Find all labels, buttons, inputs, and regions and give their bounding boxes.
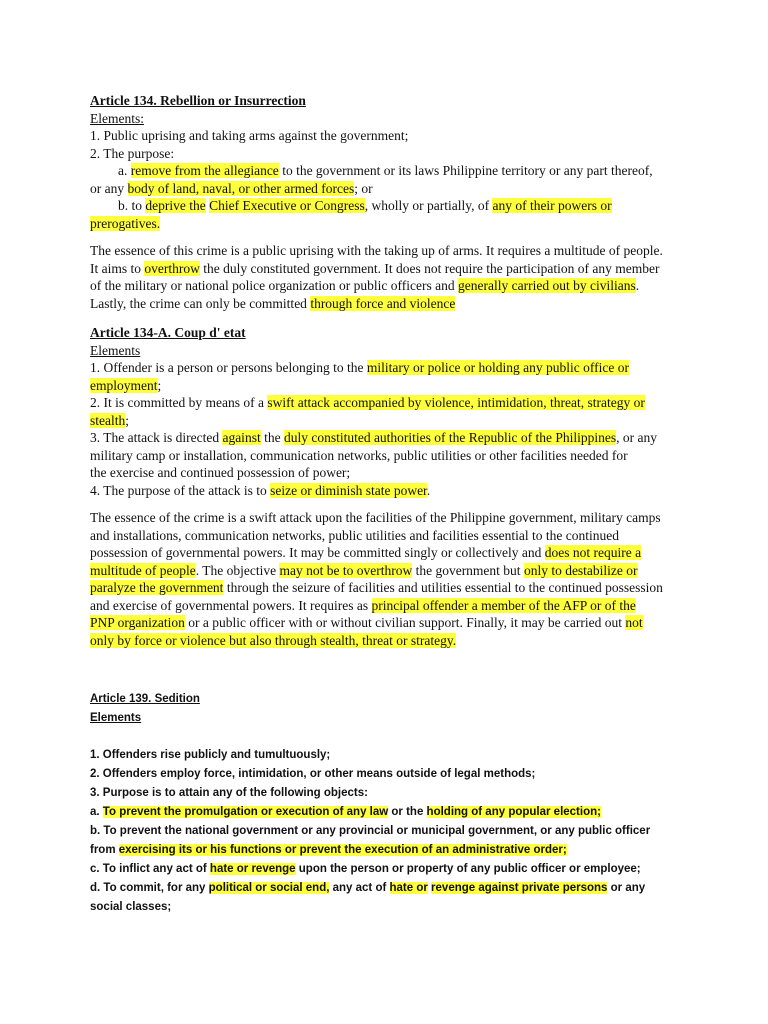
text: , wholly or partially, of	[364, 198, 493, 213]
article-134-purpose-a-cont	[90, 180, 680, 198]
highlight: duly constituted authorities of the Republic of the Philippines	[283, 430, 617, 445]
text: the government but	[412, 562, 524, 578]
paragraph-line	[90, 579, 680, 597]
highlight: military or police or holding any public office or	[366, 360, 630, 375]
highlight: through force and violence	[310, 295, 456, 311]
article-134a-element-2	[90, 394, 680, 412]
highlight: only by force or violence but also through stealth, threat or strategy.	[90, 632, 457, 648]
text: 1. Offender is a person or persons belonging to the	[90, 360, 367, 375]
highlight: multitude of people	[90, 562, 196, 578]
text: . The objective	[195, 562, 280, 578]
article-139-title: Article 139. Sedition	[90, 693, 200, 705]
text: or any	[607, 882, 646, 894]
text: 2. It is committed by means of a	[90, 395, 268, 410]
text: upon the person or property of any public officer or employee;	[295, 863, 641, 875]
highlight: To prevent the promulgation or execution of any law	[102, 806, 389, 818]
article-134a-element-3	[90, 429, 680, 447]
text: ;	[157, 377, 162, 393]
paragraph-line	[90, 544, 680, 562]
article-139-object-d	[90, 879, 680, 898]
text: and exercise of governmental powers. It requires as	[90, 597, 372, 613]
article-134a-element-3-cont: the exercise and continued possession of power;	[90, 465, 351, 480]
highlight: PNP organization	[90, 615, 185, 630]
article-139-element-1: 1. Offenders rise publicly and tumultuously;	[90, 749, 331, 761]
highlight: not	[625, 615, 643, 630]
text: ; or	[354, 180, 373, 196]
article-134-purpose-b	[90, 197, 680, 215]
article-134-element-2: 2. The purpose:	[90, 145, 175, 161]
article-134a-section	[90, 324, 680, 649]
text: c. To inflict any act of	[90, 863, 210, 875]
paragraph-line	[90, 632, 680, 650]
highlight: body of land, naval, or other armed forces	[127, 180, 355, 196]
article-134-purpose-a	[90, 162, 680, 180]
text: .	[426, 482, 431, 498]
highlight: political or social end,	[208, 882, 330, 894]
article-139-section	[90, 690, 680, 917]
highlight: hate or	[389, 882, 428, 894]
highlight: against	[222, 430, 261, 445]
text: or a public officer with or without civilian support. Finally, it may be carried out	[184, 615, 626, 630]
highlight: overthrow	[144, 260, 200, 276]
text: a.	[118, 163, 131, 178]
paragraph-line: and installations, communication networks, public utilities and facilities essential to the continued	[90, 527, 620, 543]
paragraph-line	[90, 295, 680, 313]
article-134-section	[90, 92, 680, 312]
article-139-elements-label: Elements	[90, 712, 142, 724]
paragraph-line	[90, 562, 680, 580]
text: 4. The purpose of the attack is to	[90, 482, 271, 498]
text: from	[90, 844, 119, 856]
article-134a-element-3-cont: military camp or installation, communication networks, public utilities or other facilities needed for	[90, 447, 628, 463]
text: through the seizure of facilities and utilities essential to the continued possession	[223, 580, 663, 595]
text: the duly constituted government. It does not require the participation of any member	[199, 260, 660, 276]
paragraph-line: The essence of this crime is a public uprising with the taking up of arms. It requires a multitude of people.	[90, 243, 663, 258]
text: Lastly, the crime can only be committed	[90, 295, 311, 311]
highlight: seize or diminish state power	[270, 482, 427, 498]
article-134a-element-2-cont	[90, 412, 680, 430]
article-134a-title: Article 134-A. Coup d' etat	[90, 325, 246, 340]
highlight: prerogatives.	[90, 215, 161, 231]
text: a.	[90, 806, 103, 818]
highlight: hate or revenge	[209, 863, 296, 875]
article-139-object-a	[90, 803, 680, 822]
highlight: deprive the	[145, 198, 206, 213]
article-134a-element-1-cont	[90, 377, 680, 395]
highlight: holding of any popular election;	[426, 806, 601, 818]
text: .	[635, 278, 640, 293]
text: or any	[90, 180, 128, 196]
article-134-element-1: 1. Public uprising and taking arms against the government;	[90, 128, 409, 143]
text: 3. The attack is directed	[90, 430, 223, 445]
article-134-purpose-b-cont	[90, 215, 680, 233]
article-139-element-2: 2. Offenders employ force, intimidation, or other means outside of legal methods;	[90, 768, 536, 780]
text: ;	[125, 412, 130, 428]
highlight: principal offender a member of the AFP or of the	[371, 597, 636, 613]
text: d. To commit, for any	[90, 882, 209, 894]
text: , or any	[616, 430, 658, 445]
highlight: generally carried out by civilians	[458, 278, 636, 293]
highlight: stealth	[90, 412, 126, 428]
article-134a-element-1	[90, 359, 680, 377]
highlight: may not be to overthrow	[279, 562, 413, 578]
paragraph-line: The essence of the crime is a swift attack upon the facilities of the Philippine government, military camps	[90, 510, 661, 525]
highlight: exercising its or his functions or prevent the execution of an administrative order;	[118, 844, 567, 856]
text: b. to	[118, 198, 146, 213]
article-134-elements-label: Elements:	[90, 110, 144, 126]
article-134-title: Article 134. Rebellion or Insurrection	[90, 93, 306, 108]
text: It aims to	[90, 260, 145, 276]
paragraph-line	[90, 260, 680, 278]
paragraph-line	[90, 597, 680, 615]
text: of the military or national police organization or public officers and	[90, 278, 459, 293]
text: to the government or its laws Philippine territory or any part thereof,	[278, 163, 653, 178]
highlight: Chief Executive or Congress	[209, 198, 365, 213]
highlight: employment	[90, 377, 158, 393]
paragraph-line	[90, 277, 680, 295]
highlight: swift attack accompanied by violence, intimidation, threat, strategy or	[267, 395, 645, 410]
highlight: any of their powers or	[492, 198, 612, 213]
highlight: paralyze the government	[90, 580, 224, 595]
text: or the	[388, 806, 427, 818]
highlight: revenge against private persons	[431, 882, 608, 894]
article-134a-elements-label: Elements	[90, 342, 141, 358]
article-139-object-b: b. To prevent the national government or any provincial or municipal government, or any public officer	[90, 825, 651, 837]
highlight: only to destabilize or	[523, 562, 638, 578]
article-134a-element-4	[90, 482, 680, 500]
text: any act of	[329, 882, 390, 894]
paragraph-line	[90, 614, 680, 632]
text: possession of governmental powers. It may be committed singly or collectively and	[90, 545, 545, 560]
text: the	[260, 430, 284, 445]
article-139-object-d-cont: social classes;	[90, 901, 172, 913]
article-139-object-b-cont	[90, 841, 680, 860]
highlight: does not require a	[544, 545, 642, 560]
highlight: remove from the allegiance	[130, 163, 279, 178]
article-139-element-3: 3. Purpose is to attain any of the following objects:	[90, 787, 368, 799]
article-139-object-c	[90, 860, 680, 879]
